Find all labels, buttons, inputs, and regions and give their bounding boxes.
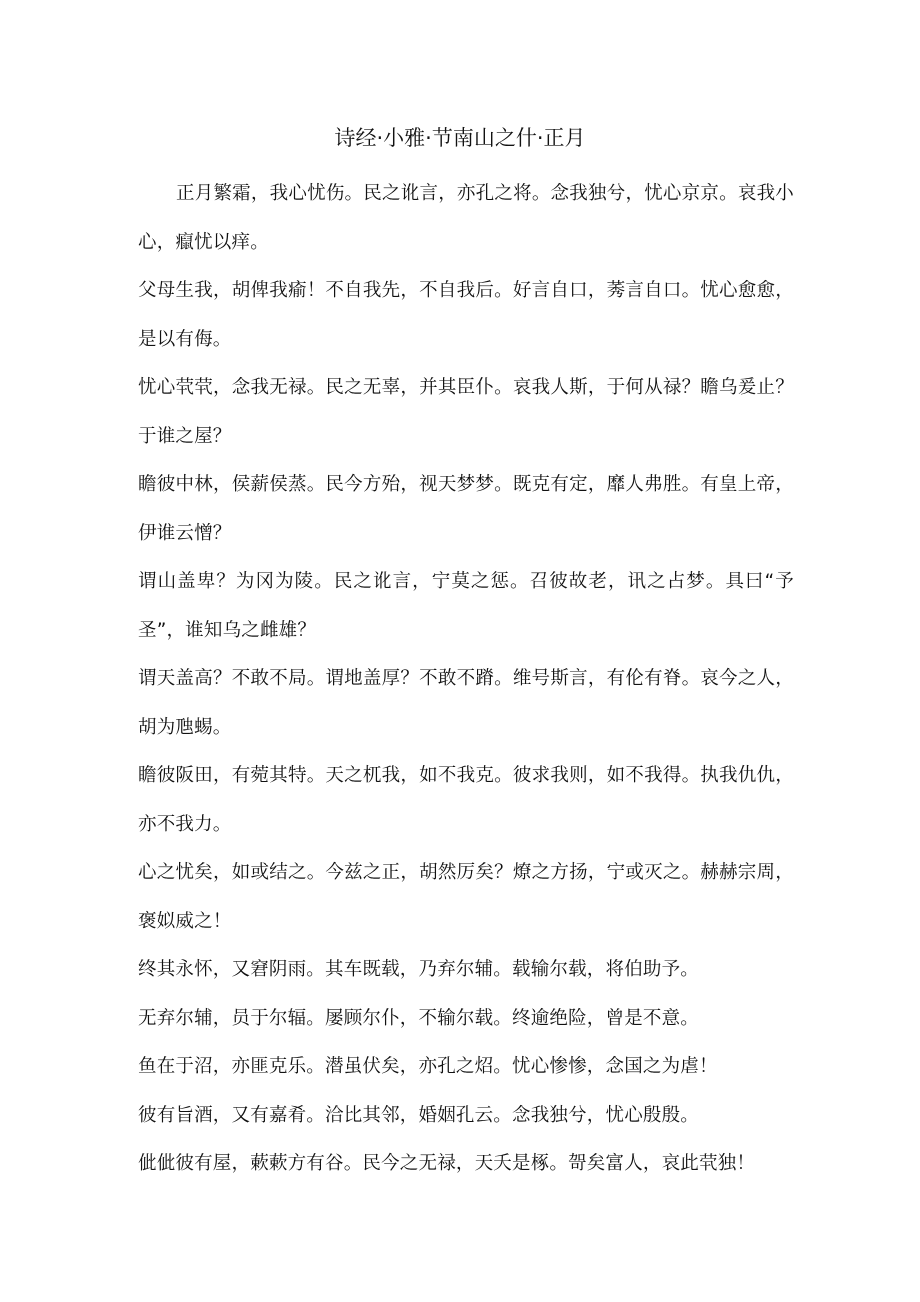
stanza-8: 心之忧矣，如或结之。今兹之正，胡然厉矣？燎之方扬，宁或灭之。赫赫宗周，褒姒威之！ [138, 862, 794, 932]
stanza-1: 正月繁霜，我心忧伤。民之讹言，亦孔之将。念我独兮，忧心京京。哀我小心，癙忧以痒。 [138, 183, 794, 253]
stanza-9: 终其永怀，又窘阴雨。其车既载，乃弃尔辅。载输尔载，将伯助予。 [138, 959, 700, 980]
stanza-10: 无弃尔辅，员于尔辐。屡顾尔仆，不输尔载。终逾绝险，曾是不意。 [138, 1007, 700, 1029]
stanza-3: 忧心茕茕，念我无禄。民之无辜，并其臣仆。哀我人斯，于何从禄？瞻乌爰止？于谁之屋？ [138, 377, 794, 447]
stanza-6: 谓天盖高？不敢不局。谓地盖厚？不敢不蹐。维号斯言，有伦有脊。哀今之人，胡为虺蜴。 [138, 668, 794, 738]
stanza-12: 彼有旨酒，又有嘉肴。洽比其邻，婚姻孔云。念我独兮，忧心殷殷。 [138, 1104, 700, 1126]
stanza-4: 瞻彼中林，侯薪侯蒸。民今方殆，视天梦梦。既克有定，靡人弗胜。有皇上帝，伊谁云憎？ [138, 474, 794, 544]
stanza-2: 父母生我，胡俾我瘉！不自我先，不自我后。好言自口，莠言自口。忧心愈愈，是以有侮。 [138, 280, 794, 350]
stanza-5: 谓山盖卑？为冈为陵。民之讹言，宁莫之惩。召彼故老，讯之占梦。具曰“予圣”，谁知乌之雌雄？ [138, 571, 794, 641]
poem-body [138, 170, 794, 1189]
poem-title: 诗经·小雅·节南山之什·正月 [334, 126, 586, 150]
stanza-7: 瞻彼阪田，有菀其特。天之杌我，如不我克。彼求我则，如不我得。执我仇仇，亦不我力。 [138, 765, 794, 835]
stanza-11: 鱼在于沼，亦匪克乐。潜虽伏矣，亦孔之炤。忧心惨惨，念国之为虐！ [138, 1056, 718, 1077]
stanza-13: 佌佌彼有屋，蔌蔌方有谷。民今之无禄，天夭是椓。哿矣富人，哀此茕独！ [138, 1153, 756, 1174]
